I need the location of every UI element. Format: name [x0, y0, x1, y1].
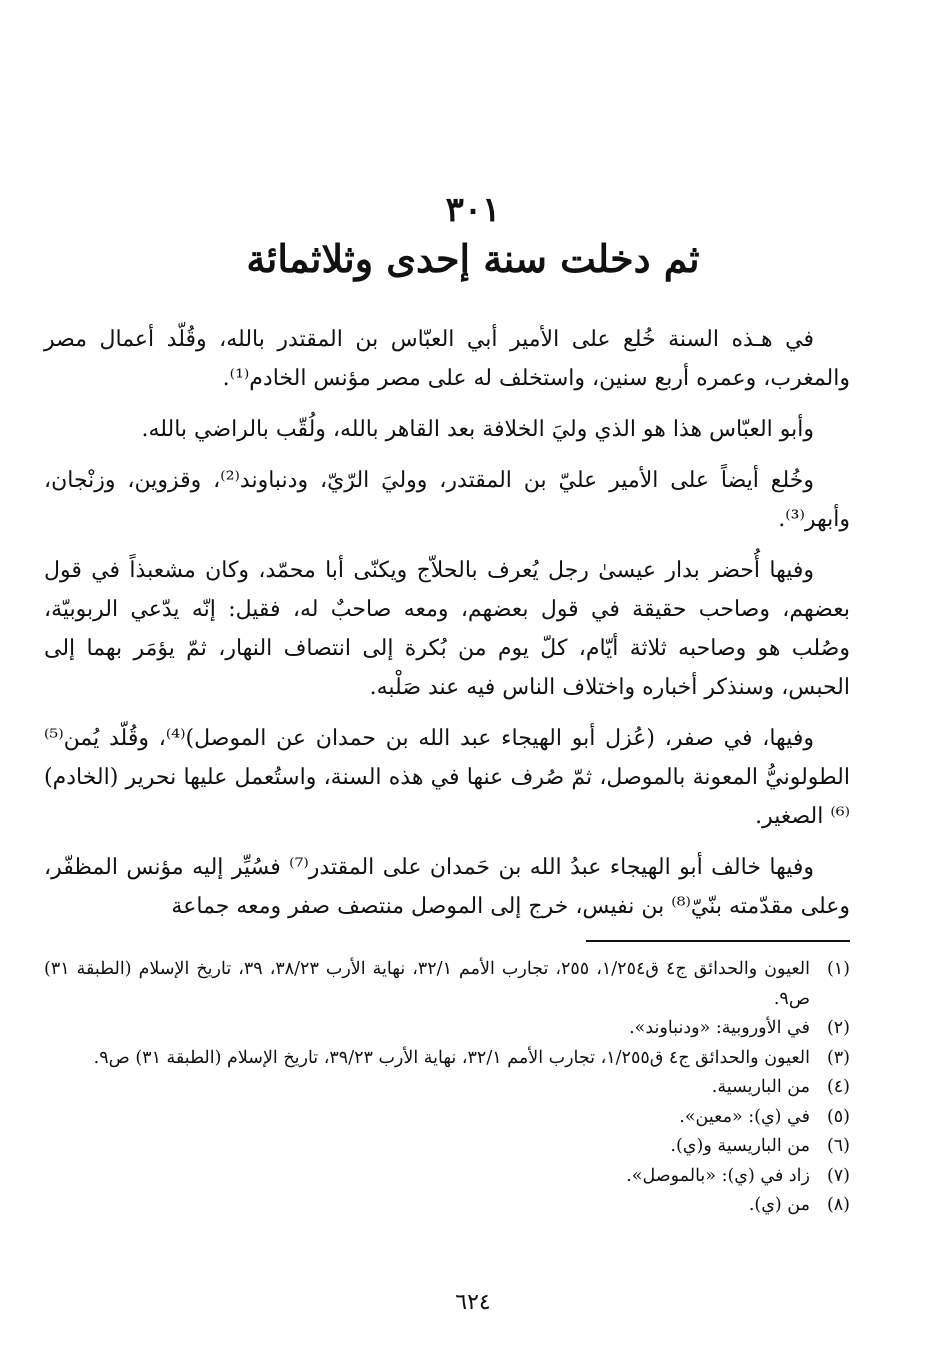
footnote-number: (٥): [826, 1106, 850, 1127]
footnote: [44, 1044, 850, 1074]
footnote-text: العيون والحدائق ج٤ ق١/٢٥٥، تجارب الأمم ٣٢/١، نهاية الأرب ٣٩/٢٣، تاريخ الإسلام (الطبقة ٣١) ص٩.: [93, 1047, 810, 1068]
footnote: [44, 1162, 850, 1192]
footnote-text: في (ي): «معين».: [679, 1106, 810, 1127]
footnote-text: في الأوروبية: «ودنباوند».: [629, 1018, 810, 1038]
footnote-number: (٧): [826, 1165, 850, 1186]
main-text: [44, 320, 850, 938]
paragraph: وفيها خالف أبو الهيجاء عبدُ الله بن حَمدان على المقتدر⁽⁷⁾ فسُيِّر إليه مؤنس المظفّر، وعلى مقدّمته بنّيّ⁽⁸⁾ بن نفيس، خرج إلى الموصل منتصف صفر ومعه جماعة: [44, 855, 850, 919]
paragraph: وفيها أُحضر بدار عيسىٰ رجل يُعرف بالحلاّج ويكنّى أبا محمّد، وكان مشعبذاً في قول بعضهم، وصاحب حقيقة في قول بعضهم، ومعه صاحبٌ له، فقيل: إنّه يدّعي الربوبيّة، وصُلب هو وصاحبه ثلاثة أيّام، كلّ يوم من بُكرة إلى انتصاف النهار، ثمّ يؤمَر بهما إلى الحبس، وسنذكر أخباره واختلاف الناس فيه عند صَلْبه.: [44, 558, 850, 700]
footnote-text: من الباريسية و(ي).: [670, 1136, 810, 1156]
footnote-number: (٦): [826, 1136, 850, 1156]
paragraph: وأبو العبّاس هذا هو الذي وليَ الخلافة بعد القاهر بالله، ولُقّب بالراضي بالله.: [141, 417, 814, 442]
chapter-title: ثم دخلت سنة إحدى وثلاثمائة: [246, 236, 700, 281]
footnote: [44, 1132, 850, 1162]
footnote-text: العيون والحدائق ج٤ ق١/٢٥٤، ٢٥٥، تجارب الأمم ٣٢/١، نهاية الأرب ٣٨/٢٣، ٣٩، تاريخ الإسلام (الطبقة ٣١) ص٩.: [44, 959, 810, 1009]
footnote-number: (٣): [826, 1047, 850, 1068]
paragraph: وخُلع أيضاً على الأمير عليّ بن المقتدر، ووليَ الرّيّ، ودنباوند⁽²⁾، وقزوين، وزنْجان، وأبهر⁽³⁾.: [44, 468, 850, 532]
page-number: ٦٢٤: [455, 1290, 491, 1315]
year-heading: ٣٠١: [445, 190, 501, 230]
footnote-separator: [586, 940, 850, 942]
paragraph: في هـذه السنة خُلع على الأمير أبي العبّاس بن المقتدر بالله، وقُلّد أعمال مصر والمغرب، وعمره أربع سنين، واستخلف له على مصر مؤنس الخادم⁽¹⁾.: [44, 327, 850, 391]
footnote-number: (٢): [826, 1018, 850, 1038]
footnote-number: (٤): [826, 1077, 850, 1097]
footnote-number: (١): [826, 959, 850, 979]
footnote: [44, 1014, 850, 1044]
footnote: [44, 955, 850, 1014]
footnote-number: (٨): [826, 1195, 850, 1215]
footnote: [44, 1073, 850, 1103]
footnote-text: من الباريسية.: [711, 1077, 810, 1097]
footnote-text: من (ي).: [748, 1195, 810, 1215]
footnote-text: زاد في (ي): «بالموصل».: [626, 1165, 810, 1186]
paragraph: وفيها، في صفر، (عُزل أبو الهيجاء عبد الله بن حمدان عن الموصل)⁽⁴⁾، وقُلّد يُمن⁽⁵⁾ الطولونيُّ المعونة بالموصل، ثمّ صُرف عنها في هذه السنة، واستُعمل عليها نحرير (الخادم)⁽⁶⁾ الصغير.: [44, 726, 850, 829]
footnote: [44, 1103, 850, 1133]
footnote: [44, 1191, 850, 1221]
footnotes: [44, 955, 850, 1221]
